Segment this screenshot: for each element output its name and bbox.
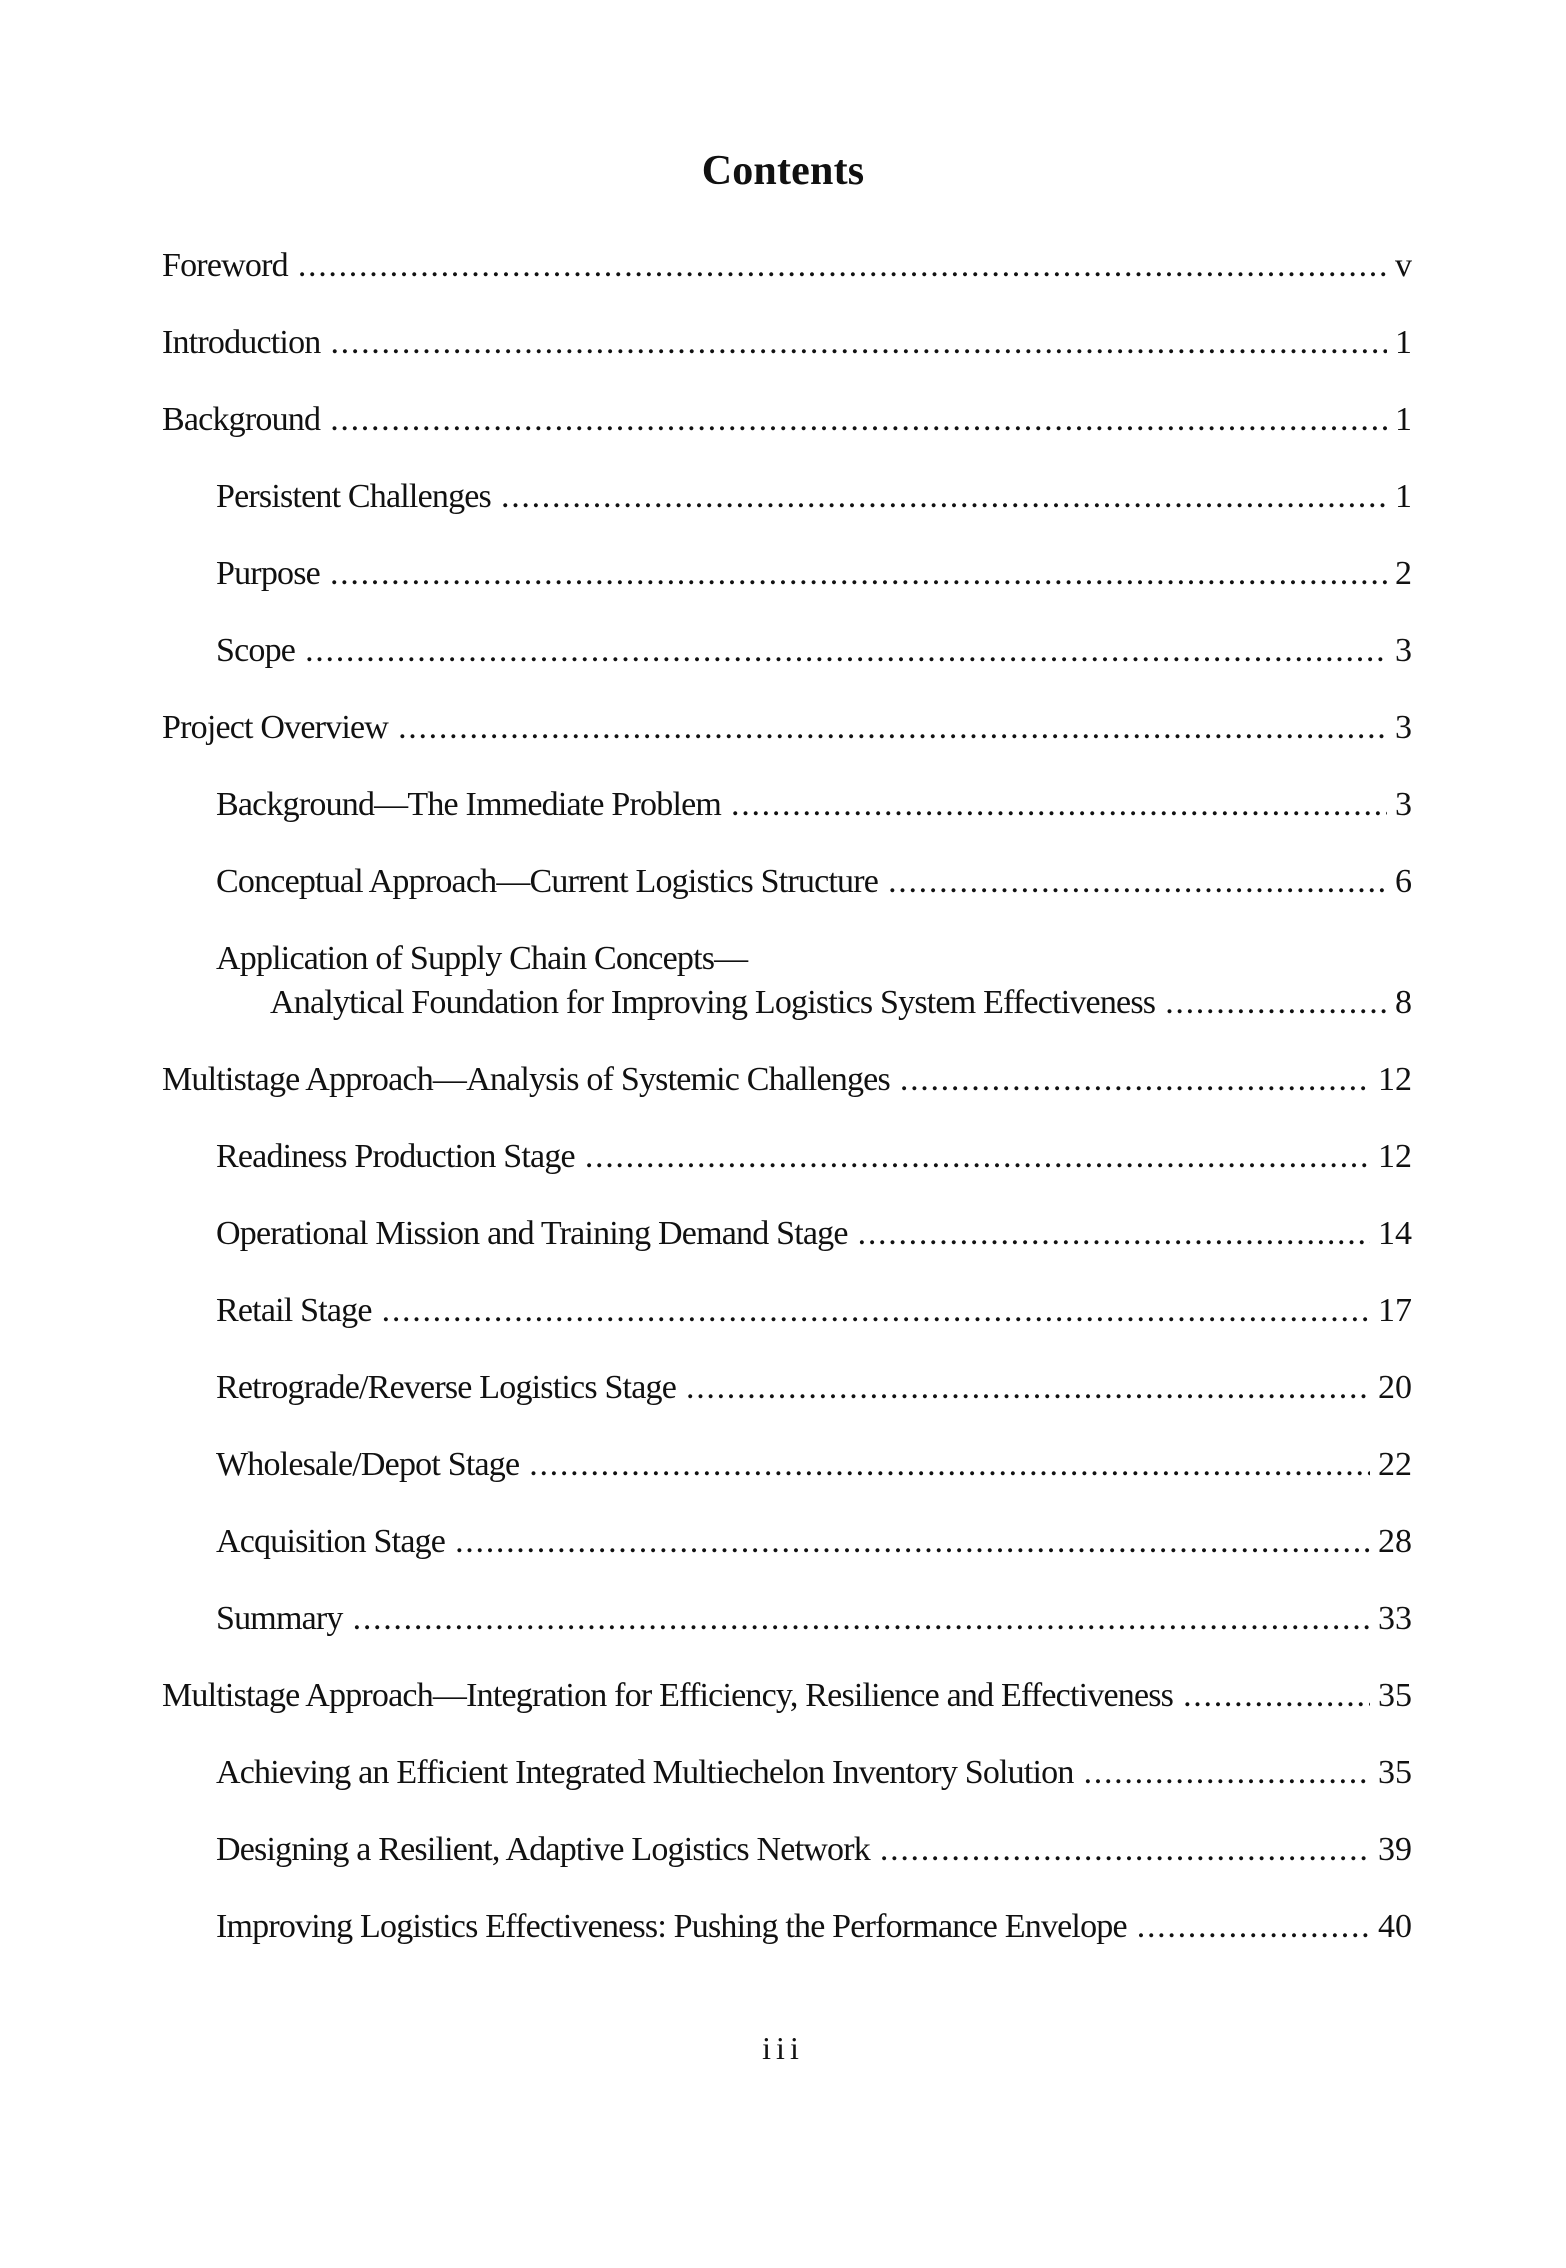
toc-entry-label: Background—The Immediate Problem [216, 786, 722, 823]
toc-entry-page: 22 [1378, 1446, 1412, 1483]
toc-entry-page: 35 [1378, 1754, 1412, 1791]
toc-entry-label: Conceptual Approach—Current Logistics Structure [216, 863, 879, 900]
toc-entry-label: Acquisition Stage [216, 1523, 446, 1560]
toc-entry-page: 12 [1378, 1138, 1412, 1175]
toc-entry-label: Operational Mission and Training Demand Stage [216, 1215, 848, 1252]
toc-entry-page: 8 [1395, 984, 1412, 1021]
dot-leader [382, 1289, 1370, 1333]
toc-entry-foreword [162, 244, 1412, 288]
toc-entry-summary [216, 1597, 1412, 1641]
table-of-contents [162, 0, 1412, 2268]
toc-entry-label: Achieving an Efficient Integrated Multiechelon Inventory Solution [216, 1754, 1074, 1791]
toc-entry-label: Multistage Approach—Integration for Efficiency, Resilience and Effectiveness [162, 1677, 1174, 1714]
toc-entry-supply-chain-concepts [216, 937, 1412, 1025]
dot-leader [455, 1520, 1370, 1564]
dot-leader [398, 706, 1387, 750]
toc-entry-page: 40 [1378, 1908, 1412, 1945]
toc-entry-conceptual-approach [216, 860, 1412, 904]
toc-entry-label: Designing a Resilient, Adaptive Logistics Network [216, 1831, 870, 1868]
toc-entry-label: Improving Logistics Effectiveness: Pushing the Performance Envelope [216, 1908, 1127, 1945]
toc-entry-label: Retrograde/Reverse Logistics Stage [216, 1369, 676, 1406]
toc-entry-page: 3 [1395, 709, 1412, 746]
dot-leader [353, 1597, 1370, 1641]
toc-entry-label: Persistent Challenges [216, 478, 491, 515]
dot-leader [298, 244, 1387, 288]
toc-entry-wholesale-depot-stage [216, 1443, 1412, 1487]
toc-entry-resilient-network [216, 1828, 1412, 1872]
toc-entry-label: Multistage Approach—Analysis of Systemic Challenges [162, 1061, 890, 1098]
toc-entry-readiness-production-stage [216, 1135, 1412, 1179]
toc-entry-label: Summary [216, 1600, 343, 1637]
dot-leader [888, 860, 1387, 904]
toc-entry-label: Application of Supply Chain Concepts— [216, 940, 748, 977]
dot-leader [1165, 981, 1387, 1025]
dot-leader [900, 1058, 1370, 1102]
toc-entry-page: 1 [1395, 478, 1412, 515]
toc-entry-background [162, 398, 1412, 442]
toc-entry-project-overview [162, 706, 1412, 750]
toc-entry-page: 6 [1395, 863, 1412, 900]
toc-entry-page: 33 [1378, 1600, 1412, 1637]
toc-entry-introduction [162, 321, 1412, 365]
toc-entry-label: Project Overview [162, 709, 389, 746]
toc-entry-label: Introduction [162, 324, 321, 361]
toc-entry-page: 12 [1378, 1061, 1412, 1098]
toc-entry-page: 3 [1395, 632, 1412, 669]
page-number: iii [762, 2030, 804, 2066]
toc-entry-page: 3 [1395, 786, 1412, 823]
dot-leader [1084, 1751, 1370, 1795]
toc-entry-page: 39 [1378, 1831, 1412, 1868]
toc-entry-label: Background [162, 401, 321, 438]
toc-entry-retrograde-stage [216, 1366, 1412, 1410]
toc-entry-label: Purpose [216, 555, 320, 592]
toc-entry-label: Readiness Production Stage [216, 1138, 575, 1175]
toc-entry-logistics-effectiveness [216, 1905, 1412, 1949]
dot-leader [330, 552, 1387, 596]
dot-leader [305, 629, 1387, 673]
toc-entry-operational-mission-stage [216, 1212, 1412, 1256]
toc-entry-page: v [1395, 247, 1412, 284]
toc-entry-immediate-problem [216, 783, 1412, 827]
dot-leader [330, 321, 1387, 365]
dot-leader [501, 475, 1387, 519]
dot-leader [1183, 1674, 1370, 1718]
toc-entry-label: Wholesale/Depot Stage [216, 1446, 520, 1483]
toc-entry-page: 35 [1378, 1677, 1412, 1714]
dot-leader [731, 783, 1387, 827]
toc-entry-label: Foreword [162, 247, 288, 284]
dot-leader [686, 1366, 1370, 1410]
toc-entry-page: 1 [1395, 324, 1412, 361]
page-title: Contents [701, 148, 865, 194]
dot-leader [880, 1828, 1370, 1872]
toc-entry-label: Scope [216, 632, 296, 669]
toc-entry-persistent-challenges [216, 475, 1412, 519]
dot-leader [585, 1135, 1370, 1179]
toc-entry-analysis-of-systemic-challenges [162, 1058, 1412, 1102]
dot-leader [1137, 1905, 1370, 1949]
dot-leader [529, 1443, 1370, 1487]
toc-entry-retail-stage [216, 1289, 1412, 1333]
toc-entry-scope [216, 629, 1412, 673]
toc-entry-label: Retail Stage [216, 1292, 372, 1329]
toc-entry-purpose [216, 552, 1412, 596]
toc-entry-acquisition-stage [216, 1520, 1412, 1564]
toc-entry-page: 17 [1378, 1292, 1412, 1329]
toc-entry-page: 1 [1395, 401, 1412, 438]
toc-entry-page: 28 [1378, 1523, 1412, 1560]
dot-leader [858, 1212, 1370, 1256]
dot-leader [330, 398, 1387, 442]
toc-entry-page: 20 [1378, 1369, 1412, 1406]
toc-entry-multiechelon-inventory [216, 1751, 1412, 1795]
toc-entry-page: 14 [1378, 1215, 1412, 1252]
toc-entry-page: 2 [1395, 555, 1412, 592]
toc-entry-integration-approach [162, 1674, 1412, 1718]
toc-entry-label-continued: Analytical Foundation for Improving Logistics System Effectiveness [270, 984, 1156, 1021]
